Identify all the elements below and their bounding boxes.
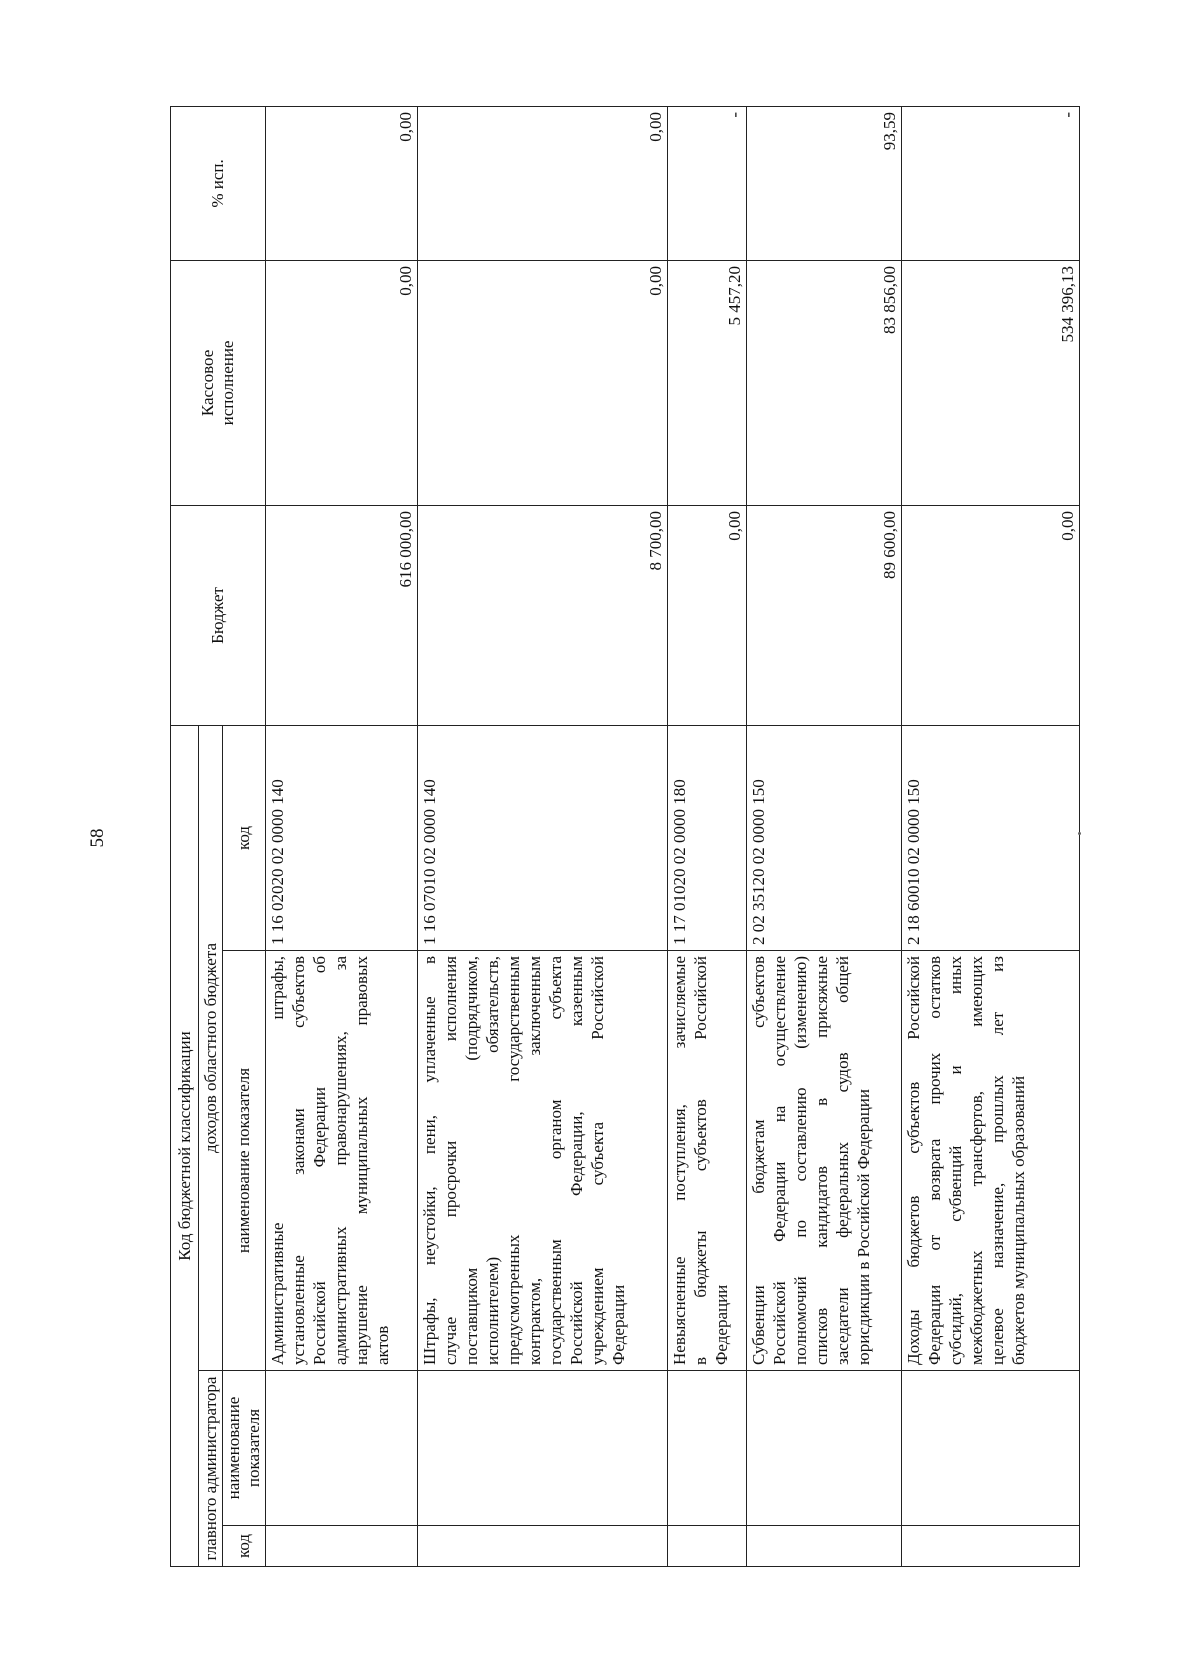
budget-cell: 0,00 bbox=[902, 505, 1080, 725]
header-income-code: код bbox=[223, 725, 266, 950]
indicator-line: Административные штрафы, bbox=[268, 956, 287, 1365]
indicator-line: целевое назначение, прошлых лет из bbox=[988, 956, 1007, 1365]
indicator-line: в бюджеты субъектов Российской bbox=[691, 956, 710, 1365]
admin-name-cell bbox=[747, 1371, 902, 1526]
indicator-line: Федерации от возврата прочих остатков bbox=[925, 956, 944, 1365]
header-execution bbox=[171, 260, 266, 505]
execution-cell: 534 396,13 bbox=[902, 260, 1080, 505]
header-income-group: доходов областного бюджета bbox=[199, 725, 223, 1370]
indicator-line: административных правонарушениях, за bbox=[331, 956, 350, 1365]
income-code-cell: 1 16 07010 02 0000 140 bbox=[418, 725, 668, 950]
admin-code-cell bbox=[747, 1526, 902, 1567]
indicator-line: списков кандидатов в присяжные bbox=[812, 956, 831, 1365]
indicator-line: субсидий, субвенций и иных bbox=[946, 956, 965, 1365]
indicator-line: межбюджетных трансфертов, имеющих bbox=[967, 956, 986, 1365]
income-code-cell: 2 02 35120 02 0000 150 bbox=[747, 725, 902, 950]
execution-cell: 83 856,00 bbox=[747, 260, 902, 505]
budget-execution-table bbox=[170, 106, 1080, 1567]
budget-cell: 89 600,00 bbox=[747, 505, 902, 725]
page-number: 58 bbox=[87, 828, 108, 848]
header-admin-code: код bbox=[223, 1526, 266, 1567]
percent-cell: 0,00 bbox=[266, 106, 418, 260]
indicator-line: исполнителем) обязательств, bbox=[483, 956, 502, 1365]
table-row bbox=[902, 106, 1080, 1566]
indicator-line: контрактом, заключенным bbox=[525, 956, 544, 1365]
header-execution-line1: Кассовое bbox=[198, 349, 217, 417]
indicator-name-cell bbox=[747, 951, 902, 1371]
header-percent: % исп. bbox=[171, 106, 266, 260]
budget-cell: 0,00 bbox=[668, 505, 747, 725]
admin-name-cell bbox=[668, 1371, 747, 1526]
indicator-line: Субвенции бюджетам субъектов bbox=[749, 956, 768, 1365]
income-code-cell: 2 18 60010 02 0000 150 bbox=[902, 725, 1080, 950]
admin-name-cell bbox=[266, 1371, 418, 1526]
execution-cell: 0,00 bbox=[266, 260, 418, 505]
indicator-line: случае просрочки исполнения bbox=[441, 956, 460, 1365]
indicator-name-cell bbox=[902, 951, 1080, 1371]
indicator-line: установленные законами субъектов bbox=[289, 956, 308, 1365]
indicator-line: предусмотренных государственным bbox=[504, 956, 523, 1365]
header-execution-line2: исполнение bbox=[218, 340, 237, 426]
table-row bbox=[668, 106, 747, 1566]
percent-cell: 93,59 bbox=[747, 106, 902, 260]
budget-cell: 616 000,00 bbox=[266, 505, 418, 725]
table-row bbox=[747, 106, 902, 1566]
header-classification: Код бюджетной классификации bbox=[171, 725, 199, 1566]
indicator-line: Невыясненные поступления, зачисляемые bbox=[670, 956, 689, 1365]
admin-code-cell bbox=[902, 1526, 1080, 1567]
table-row bbox=[418, 106, 668, 1566]
budget-cell: 8 700,00 bbox=[418, 505, 668, 725]
indicator-line: полномочий по составлению (изменению) bbox=[791, 956, 810, 1365]
indicator-line: Штрафы, неустойки, пени, уплаченные в bbox=[420, 956, 439, 1365]
indicator-line: учреждением субъекта Российской bbox=[588, 956, 607, 1365]
indicator-line: юрисдикции в Российской Федерации bbox=[854, 1089, 873, 1365]
indicator-line: Федерации bbox=[609, 1284, 628, 1365]
indicator-line: Федерации bbox=[712, 1284, 731, 1365]
indicator-line: актов bbox=[373, 1325, 392, 1365]
indicator-line: Российской Федерации, казенным bbox=[567, 956, 586, 1365]
indicator-line: бюджетов муниципальных образований bbox=[1009, 1075, 1028, 1365]
indicator-line: Российской Федерации об bbox=[310, 956, 329, 1365]
execution-cell: 0,00 bbox=[418, 260, 668, 505]
table-row bbox=[266, 106, 418, 1566]
admin-code-cell bbox=[418, 1526, 668, 1567]
admin-code-cell bbox=[266, 1526, 418, 1567]
execution-cell: 5 457,20 bbox=[668, 260, 747, 505]
indicator-name-cell bbox=[266, 951, 418, 1371]
percent-cell: - bbox=[668, 106, 747, 260]
header-budget: Бюджет bbox=[171, 505, 266, 725]
admin-name-cell bbox=[902, 1371, 1080, 1526]
percent-cell: 0,00 bbox=[418, 106, 668, 260]
indicator-line: поставщиком (подрядчиком, bbox=[462, 956, 481, 1365]
income-code-cell: 1 17 01020 02 0000 180 bbox=[668, 725, 747, 950]
scan-speck bbox=[1078, 832, 1081, 835]
indicator-name-cell bbox=[418, 951, 668, 1371]
admin-name-cell bbox=[418, 1371, 668, 1526]
percent-cell: - bbox=[902, 106, 1080, 260]
admin-code-cell bbox=[668, 1526, 747, 1567]
indicator-line: нарушение муниципальных правовых bbox=[352, 956, 371, 1365]
indicator-line: государственным органом субъекта bbox=[546, 956, 565, 1365]
header-admin-group: главного администратора bbox=[199, 1371, 223, 1567]
header-income-name: наименование показателя bbox=[223, 951, 266, 1371]
income-code-cell: 1 16 02020 02 0000 140 bbox=[266, 725, 418, 950]
indicator-line: Доходы бюджетов субъектов Российской bbox=[904, 956, 923, 1365]
header-admin-name: наименование показателя bbox=[223, 1371, 266, 1526]
indicator-line: Российской Федерации на осуществление bbox=[770, 956, 789, 1365]
budget-table-rotated bbox=[170, 107, 1077, 1567]
indicator-line: заседатели федеральных судов общей bbox=[833, 956, 852, 1365]
indicator-name-cell bbox=[668, 951, 747, 1371]
